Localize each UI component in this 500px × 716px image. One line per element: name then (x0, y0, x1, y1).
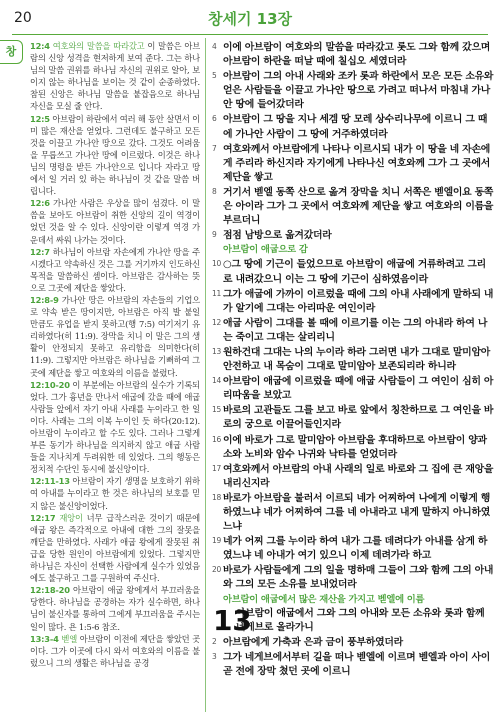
note-text: 하나님이 아브람 자손에게 가나안 땅을 주시겠다고 약속하신 것은 그를 거기까지 인도하신 목적을 말씀하신 셈이다. 아브람은 감사하는 뜻으로 그곳에 제단을 쌓았다. (30, 246, 200, 293)
verse (212, 69, 494, 112)
note-quoted-phrase: 재앙이 (59, 512, 83, 523)
note-text: 이 부분에는 아브람의 실수가 기록되었다. 그가 흉년을 만나서 애굽에 갔을 때에 애굽 사람들 앞에서 자기 아내 사래를 누이라고 한 일이다. 사래는 그의 이복 누이인 듯 하다(20:12). 아브람이 누이라고 할 수도 있다. 그러나 그렇게 부른 동기가 하나님을 의지하지 않고 애굽 사람들을 지나치게 두려워한 데 있었다. 그의 행동은 정치적 수단인 동시에 불신앙이다. (30, 379, 200, 475)
verse (212, 345, 494, 374)
verse-text: ○그 땅에 기근이 들었으므로 아브람이 애굽에 거류하려고 그리로 내려갔으니 이는 그 땅에 기근이 심하였음이라 (223, 259, 486, 285)
page-header (0, 0, 500, 40)
verse-number: 20 (212, 565, 222, 575)
note-text: 가나안 땅은 아브람의 자손들의 기업으로 약속 받은 땅이지만, 아브람은 아직 발 붙일 만큼도 유업을 받지 못하고(행 7:5) 여기저기 유리하였다(히 11:9). 장막을 치니 이 말은 그의 생활이 안정되지 못하고 유리함을 의미한다(히 11:9). 그렇지만 아브람은 하나님을 기뻐하여 그곳에 제단을 쌓고 여호와의 이름을 불렀다. (30, 294, 200, 378)
verse-number: 5 (212, 71, 217, 81)
verse-number: 16 (212, 434, 222, 444)
verse-text: 네가 어찌 그를 누이라 하여 내가 그를 데려다가 아내를 삼게 하였느냐 네 아내가 여기 있으니 이제 데려가라 하고 (223, 536, 488, 562)
verse-text: 점점 남방으로 옮겨갔더라 (223, 230, 332, 242)
verse-text: 아브람이 그의 아내 사래와 조카 롯과 하란에서 모은 모든 소유와 얻은 사람들을 이끌고 가나안 땅으로 가려고 떠나서 마침내 가나안 땅에 들어갔더라 (223, 71, 494, 111)
note-text: 아브람이 하란에서 여러 해 동안 살면서 이미 많은 재산을 얻었다. 그런데도 불구하고 모든 것을 이끌고 가나안 땅으로 갔다. 그것도 어려움을 무릅쓰고 가나안 땅에 이르렀다. 이것은 하나님의 명령을 받든 가나안으로 입니다 자라고 땅에서 일 거러 있 하는 하나님이 것 같을 말씀 버립니다. (30, 113, 200, 197)
verse-number: 10 (212, 259, 222, 269)
verse-text: 아브람이 애굽에서 그와 그의 아내와 모든 소유와 롯과 함께 네게브로 올라가니 (236, 607, 485, 633)
verse-number: 19 (212, 536, 222, 546)
note-reference: 12:17 (30, 512, 56, 523)
note-text: 가나안 사람은 우상을 많이 섬겼다. 이 말씀을 보아도 아브람이 취한 신앙의 길이 역경이었던 것을 알 수 있다. 신앙이란 이렇게 역경 가운데서 싸워 나가는 것이다. (30, 198, 200, 245)
note-reference: 12:6 (30, 198, 50, 209)
note-reference: 12:8-9 (30, 294, 59, 305)
verse-text: 이에 바로가 그로 말미암아 아브람을 후대하므로 아브람이 양과 소와 노비와 암수 나귀와 낙타를 얻었더라 (223, 434, 487, 460)
verse (212, 112, 494, 141)
section-heading: 아브람이 애굽으로 감 (223, 244, 308, 256)
verse (212, 433, 494, 462)
verse (212, 287, 494, 316)
verse (212, 257, 494, 286)
verse-number: 2 (212, 636, 217, 646)
note-quoted-phrase: 여호와의 말씀을 따라갔고 (52, 41, 145, 51)
verse-number: 3 (212, 651, 217, 661)
header-rule (12, 34, 488, 35)
note-reference: 12:4 (30, 41, 50, 51)
verse-text: 바로가 사람들에게 그의 일을 명하매 그들이 그와 함께 그의 아내와 그의 모든 소유를 보내었더라 (223, 565, 494, 591)
verse (212, 563, 494, 592)
verse (212, 534, 494, 563)
verse-text: 아브람이 애굽에 이르렀을 때에 애굽 사람들이 그 여인이 심히 아리따움을 보았고 (223, 376, 494, 402)
verse (212, 40, 494, 69)
verse-number: 7 (212, 143, 217, 153)
verse-text: 아브람이 그 땅을 지나 세겜 땅 모레 상수리나무에 이르니 그 때에 가나안 사람이 그 땅에 거주하였더라 (223, 114, 488, 140)
verse-text: 그가 네게브에서부터 길을 떠나 벧엘에 이르며 벧엘과 아이 사이 곧 전에 장막 쳤던 곳에 이르니 (223, 651, 491, 678)
verse (212, 185, 494, 228)
verse-text: 애굽 사람이 그대를 볼 때에 이르기를 이는 그의 아내라 하여 나는 죽이고 그대는 살리리니 (223, 317, 488, 343)
note-reference: 12:7 (30, 246, 50, 257)
verse-number: 13 (212, 346, 222, 356)
chapter-number: 13 (213, 603, 252, 637)
note-text: 이 말씀은 아브람의 신앙 성격을 현저하게 보여 준다. 그는 하나님의 말씀 권위를 하나님 자신의 권위로 알아, 보이지 않는 하나님을 보이는 것 같이 순종하였다. 참된 신앙은 하나님 말씀을 붙잡음으로 하나님 자신을 모실 줄 안다. (30, 41, 200, 112)
commentary-column (30, 40, 200, 712)
verse-number: 9 (212, 230, 217, 240)
verse-text: 바로가 아브람을 불러서 이르되 네가 어찌하여 나에게 이렇게 행하였느냐 네가 어찌하여 그를 네 아내라고 내게 말하지 아니하였느냐 (223, 492, 491, 533)
note-text: 아브람이 이전에 제단을 쌓았던 곳이다. 그가 이곳에 다시 와서 여호와의 이름을 불렀으니 그의 생활은 하나님을 공경 (30, 633, 200, 668)
verse-text: 아브람에게 가축과 은과 금이 풍부하였더라 (223, 636, 403, 648)
commentary-note (30, 584, 200, 632)
verse-number: 12 (212, 317, 222, 327)
commentary-note (30, 113, 200, 198)
scripture-column (212, 40, 494, 712)
note-text: 아브람이 자기 생명을 보호하기 위하여 아내를 누이라고 한 것은 하나님의 보호를 믿지 않은 불신앙이었다. (30, 476, 200, 511)
page-number: 20 (14, 10, 32, 26)
verse (212, 403, 494, 432)
verse-number: 11 (212, 288, 222, 298)
commentary-note (30, 294, 200, 379)
section-heading: 아브람이 애굽에서 많은 재산을 가지고 벧엘에 이름 (223, 593, 425, 605)
verse-text: 원하건대 그대는 나의 누이라 하라 그러면 내가 그대로 말미암아 안전하고 내 목숨이 그대로 말미암아 보존되리라 하니라 (223, 346, 491, 373)
verse (212, 635, 494, 650)
note-text: 너무 급작스러운 것이기 때문에 애굽 왕은 즉각적으로 아내에 대한 그의 잘못을 깨닫을 만하였다. 사래가 애굽 왕에게 잘못된 취급을 당한 원인이 아브람에게 있었다. 그렇지만 하나님은 자신이 선택한 사람에게 실수가 있었음에도 불구하고 그를 구원하여 주신다. (30, 512, 200, 584)
verse (212, 491, 494, 534)
verse-number: 8 (212, 186, 217, 196)
commentary-note (30, 633, 200, 669)
verse-text: 거기서 벧엘 동쪽 산으로 옮겨 장막을 치니 서쪽은 벧엘이요 동쪽은 아이라 그가 그 곳에서 여호와께 제단을 쌓고 여호와의 이름을 부르더니 (223, 186, 494, 227)
verse-number: 18 (212, 492, 222, 502)
note-reference: 12:10-20 (30, 379, 70, 390)
commentary-note (30, 379, 200, 476)
chapter-opening-verse (212, 603, 494, 637)
note-reference: 12:5 (30, 113, 50, 124)
chapter-title: 창세기 13장 (207, 10, 293, 28)
column-divider (205, 38, 206, 712)
verse-number: 14 (212, 376, 222, 386)
note-reference: 12:11-13 (30, 476, 70, 487)
note-reference: 13:3-4 (30, 633, 59, 644)
verse-text: 바로의 고관들도 그를 보고 바로 앞에서 칭찬하므로 그 여인을 바로의 궁으로 이끌어들인지라 (223, 405, 494, 431)
verse-number: 6 (212, 114, 217, 124)
commentary-note (30, 197, 200, 245)
verse-text: 그가 애굽에 가까이 이르렀을 때에 그의 아내 사래에게 말하되 내가 알기에 그대는 아리따운 여인이라 (223, 288, 494, 314)
commentary-note (30, 512, 200, 585)
verse (212, 462, 494, 491)
verse-number: 15 (212, 405, 222, 415)
verse (212, 228, 494, 243)
verse-number: 4 (212, 42, 217, 51)
verse (212, 316, 494, 345)
verse (212, 142, 494, 185)
verse (212, 374, 494, 403)
commentary-note (30, 246, 200, 294)
commentary-note (30, 475, 200, 511)
verse-text: 여호와께서 아브람에게 나타나 이르시되 내가 이 땅을 네 자손에게 주리라 하신지라 자기에게 나타나신 여호와께 그가 그 곳에서 제단을 쌓고 (223, 143, 491, 183)
verse-text: 여호와께서 아브람의 아내 사래의 일로 바로와 그 집에 큰 재앙을 내리신지라 (223, 463, 494, 489)
verse-number: 17 (212, 463, 222, 473)
verse (212, 650, 494, 679)
note-quoted-phrase: 벧엘 (61, 633, 78, 644)
commentary-note (30, 40, 200, 113)
verse-text: 이에 아브람이 여호와의 말씀을 따라갔고 롯도 그와 함께 갔으며 아브람이 하란을 떠날 때에 칠십오 세였더라 (223, 42, 491, 68)
note-reference: 12:18-20 (30, 585, 70, 596)
note-text: 아브람이 애굽 왕에게서 부끄러움을 당한다. 하나님을 공경하는 자가 실수하면, 하나님이 불신자를 통하여 그에게 부끄러움을 주시는 일이 많다. 욘 1:5-6 참조. (30, 585, 200, 632)
book-side-tab: 창 (0, 40, 23, 64)
